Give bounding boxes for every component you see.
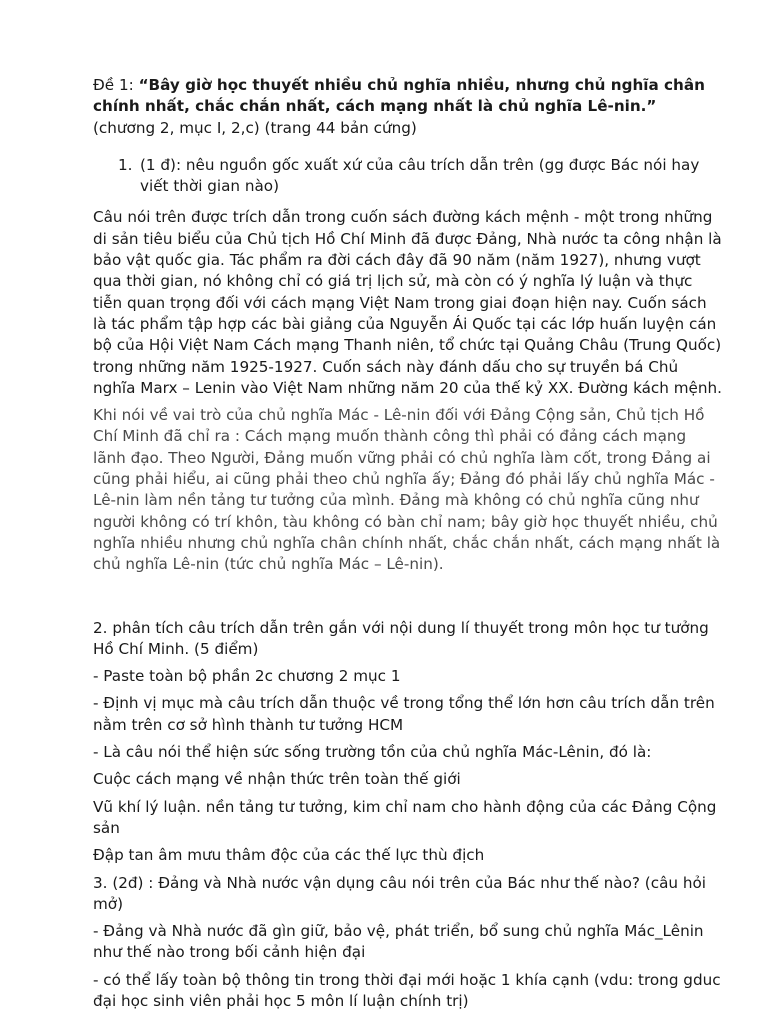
answer-paragraph-2: Khi nói về vai trò của chủ nghĩa Mác - Lê-nin đối với Đảng Cộng sản, Chủ tịch Hồ Chí Minh đã chỉ ra : Cách mạng muốn thành công thì phải có đảng cách mạng lãnh đạo. Theo Người, Đảng muốn vững phải có chủ nghĩa làm cốt, trong Đảng ai cũng phải hiểu, ai cũng phải theo chủ nghĩa ấy; Đảng đó phải lấy chủ nghĩa Mác - Lê-nin làm nền tảng tư tưởng của mình. Đảng mà không có chủ nghĩa cũng như người không có trí khôn, tàu không có bàn chỉ nam; bây giờ học thuyết nhiều, chủ nghĩa nhiều nhưng chủ nghĩa chân chính nhất, chắc chắn nhất, cách mạng nhất là chủ nghĩa Lê-nin (tức chủ nghĩa Mác – Lê-nin). [93, 406, 721, 574]
question-1 [93, 155, 723, 198]
answer-paragraph-1: Câu nói trên được trích dẫn trong cuốn sách đường kách mệnh - một trong những di sản tiêu biểu của Chủ tịch Hồ Chí Minh đã được Đảng, Nhà nước ta công nhận là bảo vật quốc gia. Tác phẩm ra đời cách đây đã 90 năm (năm 1927), nhưng vượt qua thời gian, nó không chỉ có giá trị lịch sử, mà còn có ý nghĩa lý luận và thực tiễn quan trọng đối với cách mạng Việt Nam trong giai đoạn hiện nay. Cuốn sách là tác phẩm tập hợp các bài giảng của Nguyễn Ái Quốc tại các lớp huấn luyện cán bộ của Hội Việt Nam Cách mạng Thanh niên, tổ chức tại Quảng Châu (Trung Quốc) trong những năm 1925-1927. Cuốn sách này đánh dấu cho sự truyền bá Chủ nghĩa Marx – Lenin vào Việt Nam những năm 20 của thế kỷ XX. Đường kách mệnh. [93, 208, 722, 397]
q3-item: - Đảng và Nhà nước đã gìn giữ, bảo vệ, phát triển, bổ sung chủ nghĩa Mác_Lênin như thế nào trong bối cảnh hiện đại [93, 922, 704, 962]
question-3: 3. (2đ) : Đảng và Nhà nước vận dụng câu nói trên của Bác như thế nào? (câu hỏi mở) [93, 873, 706, 913]
q2-item: - Là câu nói thể hiện sức sống trường tồn của chủ nghĩa Mác-Lênin, đó là: [93, 743, 652, 762]
q2-item: Đập tan âm mưu thâm độc của các thế lực thù địch [93, 846, 485, 865]
question-2: 2. phân tích câu trích dẫn trên gắn với nội dung lí thuyết trong môn học tư tưởng Hồ Chí Minh. (5 điểm) [93, 618, 709, 658]
question-1-text: (1 đ): nêu nguồn gốc xuất xứ của câu trích dẫn trên (gg được Bác nói hay viết thời gian nào) [140, 155, 700, 196]
question-1-number: 1. [118, 155, 133, 174]
exam-heading [93, 75, 723, 139]
heading-prefix: Đề 1: [93, 76, 139, 94]
document-body [93, 75, 723, 1018]
q2-item: Cuộc cách mạng về nhận thức trên toàn thế giới [93, 770, 461, 789]
q3-item: - có thể lấy toàn bộ thông tin trong thời đại mới hoặc 1 khía cạnh (vdu: trong gduc đại học sinh viên phải học 5 môn lí luận chính trị) [93, 970, 721, 1010]
heading-suffix: (chương 2, mục I, 2,c) (trang 44 bản cứng) [93, 118, 417, 137]
spacer [93, 582, 723, 618]
heading-quote: “Bây giờ học thuyết nhiều chủ nghĩa nhiều, nhưng chủ nghĩa chân chính nhất, chắc chắn nhất, cách mạng nhất là chủ nghĩa Lê-nin.” [93, 76, 705, 116]
q2-item: - Định vị mục mà câu trích dẫn thuộc về trong tổng thể lớn hơn câu trích dẫn trên nằm trên cơ sở hình thành tư tưởng HCM [93, 694, 715, 734]
q2-item: Vũ khí lý luận. nền tảng tư tưởng, kim chỉ nam cho hành động của các Đảng Cộng sản [93, 797, 717, 837]
q2-item: - Paste toàn bộ phần 2c chương 2 mục 1 [93, 667, 401, 686]
